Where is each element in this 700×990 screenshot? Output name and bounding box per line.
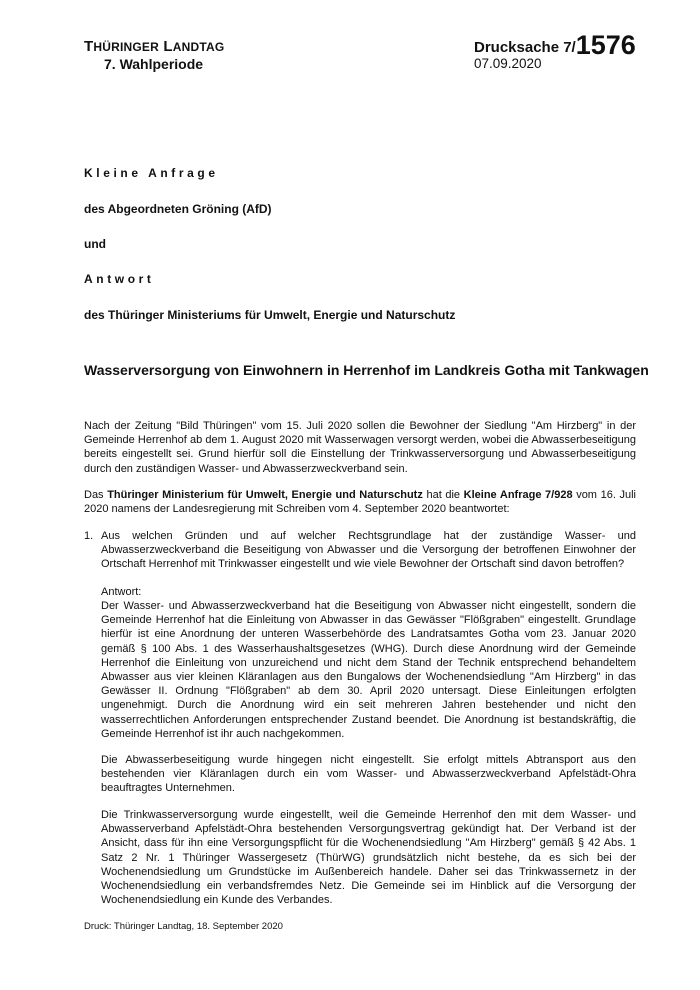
answer-paragraph-1: Der Wasser- und Abwasserzweckverband hat die Beseitigung von Abwasser nicht eingestellt, sondern die Gemeinde Herrenhof hat die Einleitung von Abwasser in das Gewässer "Flößgraben" eingestellt. Grundlage hierfür ist eine Anordnung der unteren Wasserbehörde des Landratsamtes Gotha vom 23. Januar 2020 gemäß § 100 Abs. 1 des Wasserhaushaltsgesetzes (WHG). Durch diese Anordnung wird der Gemeinde Herrenhof die Einleitung von unzureichend und nicht dem Stand der Technik entsprechend behandeltem Abwasser aus vier kleinen Kläranlagen aus den Bungalows der Wochenendsiedlung "Am Hirzberg" in das Gewässer II. Ordnung "Flößgraben" ab dem 30. April 2020 untersagt. Diese Einleitungen erfolgten ungenehmigt. Durch die Anordnung wird ein seit mehreren Jahren bestehender und nicht den wasserrechtlichen Anforderungen entsprechender Zustand beendet. Die Anordnung ist bestandskräftig, die Gemeinde Herrenhof ist ihr auch nachgekommen.	[101, 600, 636, 740]
parliament-name: THÜRINGER LANDTAG	[84, 38, 225, 55]
anfrage-ref-bold: Kleine Anfrage 7/928	[463, 489, 573, 501]
asking-member: des Abgeordneten Gröning (AfD)	[84, 202, 272, 216]
answer-paragraph-2: Die Abwasserbeseitigung wurde hingegen nicht eingestellt. Sie erfolgt mittels Abtransport aus den bestehenden vier Kläranlagen durch ein vom Wasser- und Abwasserzweckverband Apfelstädt-Ohra beauftragtes Unternehmen.	[101, 754, 636, 795]
preamble-paragraph: Nach der Zeitung "Bild Thüringen" vom 15. Juli 2020 sollen die Bewohner der Siedlung "Am Hirzberg" in der Gemeinde Herrenhof ab dem 1. August 2020 mit Wasserwagen versorgt werden, wobei die Abwasserbeseitigung bereits eingestellt sei. Grund hierfür soll die Einstellung der Trinkwasserversorgung und Abwasserbeseitigung durch den zuständigen Wasser- und Abwasserzweckverband sein.	[84, 420, 636, 475]
answer-intro-paragraph: Das Thüringer Ministerium für Umwelt, Energie und Naturschutz hat die Kleine Anfrage 7/928 vom 16. Juli 2020 namens der Landesregierung mit Schreiben vom 4. September 2020 beantwortet:	[84, 489, 636, 516]
und-label: und	[84, 237, 106, 251]
document-date: 07.09.2020	[474, 56, 542, 71]
question-number: 1.	[84, 530, 94, 542]
kleine-anfrage-heading: Kleine Anfrage	[84, 166, 219, 180]
election-period: 7. Wahlperiode	[104, 56, 204, 72]
document-title: Wasserversorgung von Einwohnern in Herrenhof im Landkreis Gotha mit Tankwagen	[84, 362, 649, 378]
drucksache-label: Drucksache 7/	[474, 39, 576, 56]
print-footer: Druck: Thüringer Landtag, 18. September 2020	[84, 921, 283, 932]
answering-ministry: des Thüringer Ministeriums für Umwelt, Energie und Naturschutz	[84, 308, 456, 322]
answer-paragraph-3: Die Trinkwasserversorgung wurde eingestellt, weil die Gemeinde Herrenhof den mit dem Wasser- und Abwasserverband Apfelstädt-Ohra bestehenden Versorgungsvertrag gekündigt hat. Der Verband ist der Ansicht, dass für ihn eine Versorgungspflicht für die Wochenendsiedlung "Am Hirzberg" gemäß § 42 Abs. 1 Satz 2 Nr. 1 Thüringer Wassergesetz (ThürWG) grundsätzlich nicht bestehe, da es sich bei der Wochenendsiedlung um Grundstücke im Außenbereich handele. Daher sei das Trinkwassernetz in der Wochenendsiedlung ein verbandsfremdes Netz. Die Gemeinde sei im Hinblick auf die Versorgung der Wochenendsiedlung ein Kunde des Verbandes.	[101, 809, 636, 907]
answer-label: Antwort:	[101, 586, 142, 598]
question-text: Aus welchen Gründen und auf welcher Rechtsgrundlage hat der zuständige Wasser- und Abwasserzweckverband die Beseitigung von Abwasser und die Versorgung der betroffenen Einwohner der Ortschaft Herrenhof mit Trinkwasser eingestellt und wie viele Bewohner der Ortschaft sind davon betroffen?	[101, 530, 636, 571]
antwort-heading: Antwort	[84, 272, 155, 286]
ministry-bold: Thüringer Ministerium für Umwelt, Energie und Naturschutz	[107, 489, 423, 501]
drucksache-value: 1576	[575, 30, 636, 60]
